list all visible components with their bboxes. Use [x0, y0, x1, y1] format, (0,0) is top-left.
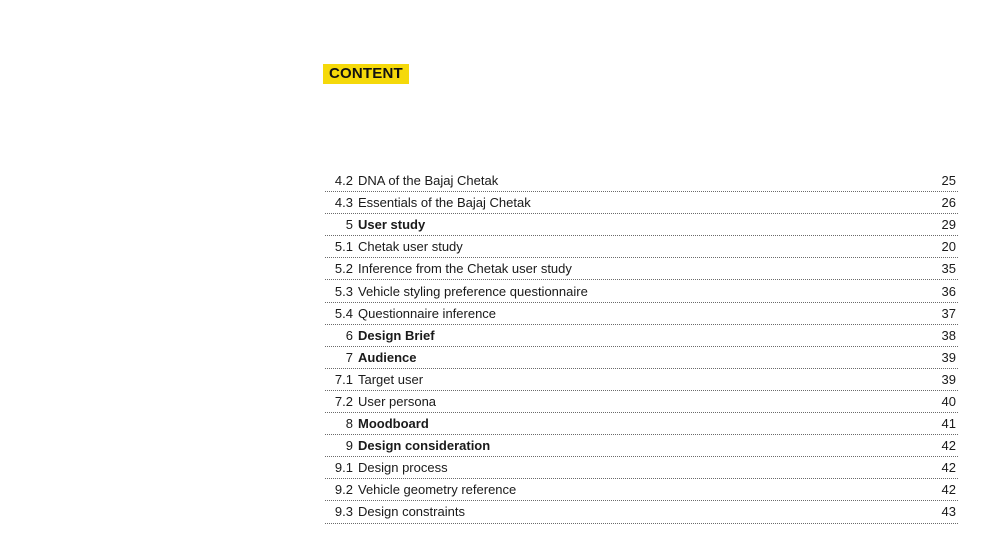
- toc-entry-number: 6: [345, 327, 353, 343]
- toc-entry-number: 9: [345, 438, 353, 454]
- toc-entry[interactable]: [325, 236, 958, 258]
- toc-entry-page-number: 26: [941, 195, 956, 211]
- toc-entry[interactable]: [325, 391, 958, 413]
- toc-entry[interactable]: [325, 280, 958, 302]
- toc-entry-number: 4.3: [334, 195, 353, 211]
- toc-entry-title: User study: [358, 217, 426, 233]
- toc-entry[interactable]: [325, 303, 958, 325]
- toc-entry-number: 7.2: [334, 393, 353, 409]
- toc-entry-title: Chetak user study: [358, 239, 463, 255]
- toc-entry-title: Vehicle styling preference questionnaire: [358, 283, 588, 299]
- toc-entry-number: 8: [345, 416, 353, 432]
- toc-entry-page-number: 29: [941, 217, 956, 233]
- toc-entry-title: Vehicle geometry reference: [358, 482, 517, 498]
- toc-entry-title: Questionnaire inference: [358, 305, 497, 321]
- toc-entry-page-number: 38: [941, 327, 956, 343]
- toc-entry-page-number: 25: [941, 173, 956, 189]
- toc-entry[interactable]: [325, 369, 958, 391]
- toc-entry-page-number: 41: [941, 416, 956, 432]
- toc-entry-title: DNA of the Bajaj Chetak: [358, 173, 499, 189]
- toc-entry-page-number: 43: [941, 504, 956, 520]
- toc-entry-title: Design constraints: [358, 504, 465, 520]
- toc-entry[interactable]: [325, 347, 958, 369]
- toc-entry-number: 5.4: [334, 305, 353, 321]
- toc-entry-number: 7: [345, 349, 353, 365]
- toc-entry-page-number: 42: [941, 482, 956, 498]
- toc-entry-title: User persona: [358, 393, 437, 409]
- table-of-contents: [325, 170, 958, 524]
- toc-entry-page-number: 36: [941, 283, 956, 299]
- toc-entry[interactable]: [325, 479, 958, 501]
- toc-entry-title: Design process: [358, 460, 448, 476]
- toc-entry-title: Essentials of the Bajaj Chetak: [358, 195, 531, 211]
- toc-entry[interactable]: [325, 170, 958, 192]
- toc-entry-title: Inference from the Chetak user study: [358, 261, 572, 277]
- toc-entry-number: 9.2: [334, 482, 353, 498]
- toc-entry-title: Design Brief: [358, 327, 435, 343]
- toc-entry-number: 9.1: [334, 460, 353, 476]
- toc-entry-page-number: 20: [941, 239, 956, 255]
- toc-entry[interactable]: [325, 413, 958, 435]
- toc-entry-number: 9.3: [334, 504, 353, 520]
- toc-entry[interactable]: [325, 258, 958, 280]
- toc-entry-title: Target user: [358, 371, 424, 387]
- toc-entry-number: 5.3: [334, 283, 353, 299]
- toc-entry-page-number: 37: [941, 305, 956, 321]
- toc-entry-number: 7.1: [334, 371, 353, 387]
- toc-entry-number: 5: [345, 217, 353, 233]
- toc-entry-page-number: 39: [941, 349, 956, 365]
- toc-entry[interactable]: [325, 214, 958, 236]
- toc-entry-number: 4.2: [334, 173, 353, 189]
- toc-entry[interactable]: [325, 435, 958, 457]
- toc-entry[interactable]: [325, 325, 958, 347]
- toc-entry[interactable]: [325, 501, 958, 523]
- toc-entry[interactable]: [325, 457, 958, 479]
- toc-entry-number: 5.2: [334, 261, 353, 277]
- toc-entry-page-number: 42: [941, 460, 956, 476]
- toc-entry-page-number: 42: [941, 438, 956, 454]
- toc-entry-title: Audience: [358, 349, 417, 365]
- toc-entry-number: 5.1: [334, 239, 353, 255]
- content-heading: CONTENT: [323, 64, 409, 84]
- toc-entry-title: Moodboard: [358, 416, 429, 432]
- toc-entry-title: Design consideration: [358, 438, 491, 454]
- toc-entry-page-number: 40: [941, 393, 956, 409]
- toc-entry-page-number: 39: [941, 371, 956, 387]
- toc-entry-page-number: 35: [941, 261, 956, 277]
- toc-entry[interactable]: [325, 192, 958, 214]
